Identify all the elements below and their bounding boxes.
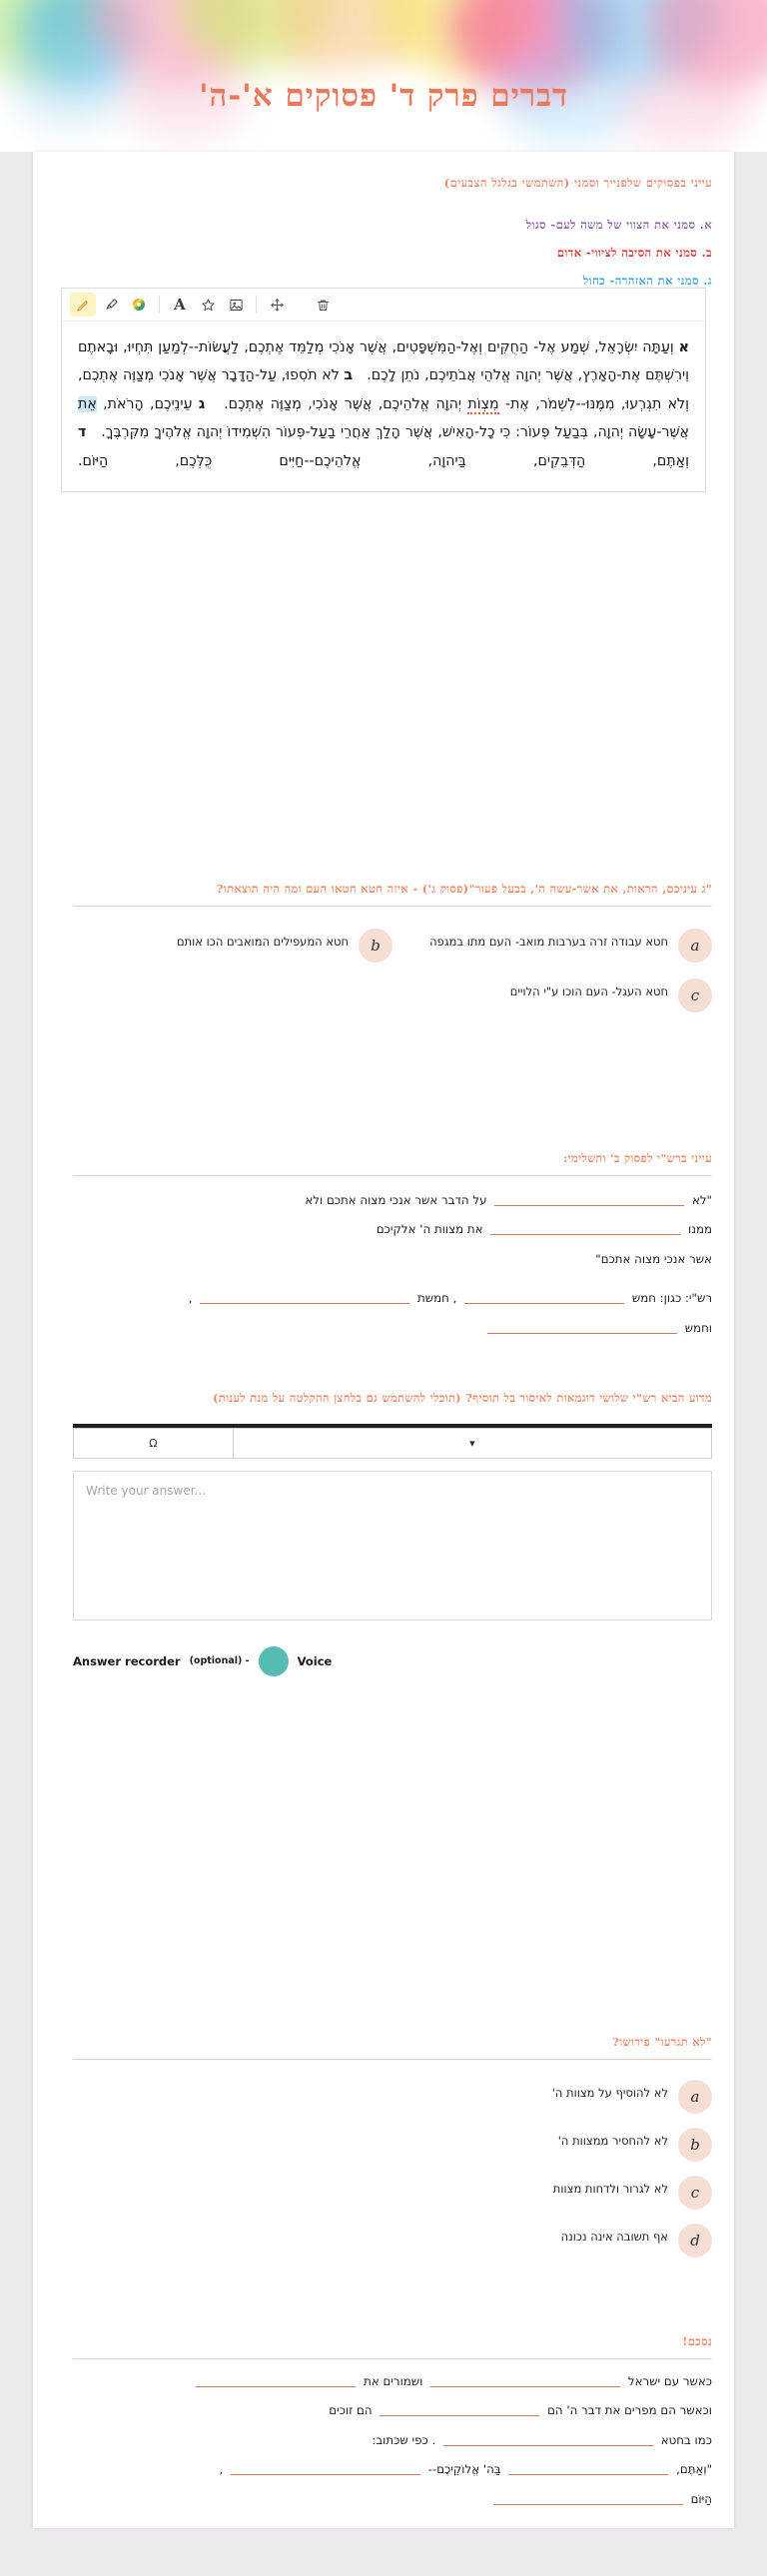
q4-option-b-bullet[interactable]: b — [678, 2128, 712, 2162]
table-row — [74, 1428, 712, 1458]
q2-line-2 — [73, 1215, 712, 1244]
q4-option-b[interactable] — [73, 2128, 712, 2162]
q4-option-c[interactable] — [73, 2176, 712, 2210]
q4-option-b-label: לא להחסיר ממצוות ה' — [557, 2133, 668, 2148]
instruction-item-purple: א. סמני את הצווי של משה לעם- סגול — [525, 218, 712, 232]
q2-line2-post: את מצוות ה' אלקיכם — [376, 1222, 483, 1237]
summary-fill-in — [73, 2367, 712, 2514]
verse-mark-a: א — [678, 339, 689, 355]
summary-block — [73, 2333, 712, 2514]
option-row-1 — [73, 929, 712, 963]
pencil-icon[interactable] — [70, 293, 96, 317]
instructions-lead: עייני בפסוקים שלפנייך וסמני (השתמשי בגלגל הצבעים) — [443, 176, 712, 190]
verse-a-text: וְעַתָּה יִשְׂרָאֵל, שְׁמַע אֶל- הַחֻקִּים וְאֶל-הַמִּשְׁפָּטִים, אֲשֶׁר אָנֹכִי מְלַמֵּד אֶתְכֶם, לַעֲשׂוֹת--לְמַעַן תִּחְיוּ, וּבָאתֶם וִירִשְׁתֶּם אֶת-הָאָרֶץ, אֲשֶׁר יְהוָה אֱלֹהֵי אֲבֹתֵיכֶם, נֹתֵן לָכֶם. — [78, 339, 690, 384]
question-2-divider — [73, 1175, 712, 1176]
q2-line-3: אשר אנכי מצוה אתכם" — [595, 1251, 712, 1266]
option-c-bullet[interactable]: c — [678, 978, 712, 1012]
option-a-label: חטא עבודה זרה בערבות מואב- העם מתו במגפה — [429, 934, 668, 949]
torah-passage-text — [62, 322, 705, 491]
q2-line4-end: , — [188, 1291, 193, 1306]
summary-blank-7[interactable] — [493, 2491, 683, 2505]
summary-l3-mid: . כפי שכתוב: — [372, 2432, 436, 2447]
q2-line4-mid: , חמשת — [417, 1291, 457, 1306]
move-icon[interactable] — [264, 293, 290, 317]
instruction-item-blue: ג. סמני את האזהרה- כחול — [582, 274, 712, 288]
q4-option-c-label: לא לגרור ולדחות מצוות — [552, 2181, 668, 2196]
summary-line-3 — [73, 2426, 712, 2455]
drawing-toolbar[interactable] — [62, 289, 705, 322]
verse-mark-g: ג — [198, 395, 206, 412]
trash-icon[interactable] — [310, 293, 336, 317]
question-1-block — [73, 881, 712, 1028]
recorder-optional-label: (optional) - — [189, 1655, 250, 1667]
question-4-options — [73, 2080, 712, 2257]
annotation-canvas[interactable] — [61, 288, 706, 492]
instructions-block — [73, 176, 712, 288]
brush-icon[interactable] — [98, 293, 124, 317]
question-4-title: "לא תגרעו" פירושו? — [612, 2035, 712, 2049]
toolbar-separator-1 — [159, 296, 160, 314]
summary-l3-pre: כמו בחטא — [660, 2432, 712, 2447]
summary-line-2 — [73, 2396, 712, 2425]
summary-title: נסכם! — [682, 2334, 712, 2348]
q2-line4-pre: רש"י: כגון: חמש — [631, 1291, 712, 1306]
verse-d-text: וְאַתֶּם, הַדְּבֵקִים, בַּיהוָה, אֱלֹהֵיכֶם--חַיִּים כֻּלְּכֶם, הַיּוֹם. — [78, 452, 689, 469]
q4-option-d-label: אף תשובה אינה נכונה — [560, 2229, 668, 2244]
worksheet-page — [33, 152, 734, 2528]
verse-b-text-part1: לֹא תֹסִפוּ, עַל-הַדָּבָר אֲשֶׁר אָנֹכִי מְצַוֶּה אֶתְכֶם, וְלֹא תִגְרְעוּ, מִמֶּנּוּ--לִשְׁמֹר, אֶת- — [78, 367, 690, 412]
option-a-bullet[interactable]: a — [678, 929, 712, 963]
summary-line-1 — [73, 2367, 712, 2396]
option-row-2 — [73, 978, 712, 1012]
page-header-banner — [0, 0, 767, 152]
question-2-fill-in — [73, 1186, 712, 1343]
q2-line2-pre: ממנו — [688, 1222, 712, 1237]
option-a[interactable] — [392, 929, 712, 963]
summary-blank-1[interactable] — [430, 2373, 620, 2387]
verse-b-wavy-word: מִצְוֺת — [467, 395, 499, 412]
summary-divider — [73, 2358, 712, 2359]
option-c[interactable] — [392, 978, 712, 1012]
table-cell-right[interactable]: Ω — [74, 1428, 234, 1458]
q2-line1-pre: "לא — [691, 1192, 712, 1207]
color-wheel-icon[interactable] — [126, 293, 152, 317]
summary-blank-3[interactable] — [380, 2402, 539, 2416]
q2-blank-2[interactable] — [490, 1221, 680, 1235]
table-cell-left[interactable]: ▾ — [233, 1428, 711, 1458]
summary-l4-pre: "וְאַתֶּם, — [676, 2462, 712, 2477]
summary-blank-6[interactable] — [231, 2461, 420, 2475]
summary-l2-mid: הם זוכים — [329, 2403, 373, 2418]
verse-g-text-part1: עֵינֵיכֶם, הָרֹאֹת, — [103, 395, 193, 412]
summary-l4-mid: בַּה' אֱלוֹקֵיכֶם-- — [427, 2462, 501, 2477]
answer-placeholder: Write your answer... — [86, 1483, 206, 1498]
verse-b-text-part2: יְהוָה אֱלֹהֵיכֶם, אֲשֶׁר אָנֹכִי, מְצַוֶּה אֶתְכֶם. — [224, 395, 462, 412]
question-2-title: עייני ברש"י לפסוק ב' והשלימי: — [563, 1151, 712, 1165]
image-icon[interactable] — [223, 293, 249, 317]
q2-blank-1[interactable] — [494, 1192, 684, 1206]
question-3-table-wrapper — [73, 1424, 712, 1459]
question-1-title: "ג עיניכם, הראות, את אשר-עשה ה', בבעל פעור"(פסוק ג') - איזה חטא חטאו העם ומה היה תוצאתו? — [216, 882, 712, 896]
option-c-label: חטא העגל- העם הוכו ע"י הלויים — [509, 983, 668, 998]
q4-option-a-label: לא להוסיף על מצוות ה' — [551, 2085, 668, 2100]
text-icon[interactable]: A — [174, 296, 186, 314]
q4-option-d[interactable] — [73, 2224, 712, 2257]
q2-line-4 — [73, 1284, 712, 1313]
recorder-label: Answer recorder — [73, 1653, 181, 1668]
q4-option-a-bullet[interactable]: a — [678, 2080, 712, 2114]
toolbar-separator-2 — [256, 296, 257, 314]
summary-blank-5[interactable] — [508, 2461, 668, 2475]
instruction-item-red: ב. סמני את הסיבה לציווי- אדום — [556, 246, 712, 260]
question-3-block — [73, 1390, 712, 1676]
star-icon[interactable] — [195, 293, 221, 317]
question-1-divider — [73, 906, 712, 907]
q4-option-d-bullet[interactable]: d — [678, 2224, 712, 2257]
summary-line-5 — [73, 2485, 712, 2514]
q2-blank-5[interactable] — [487, 1320, 677, 1334]
option-b-bullet[interactable]: b — [359, 929, 392, 963]
verse-mark-b: ב — [344, 367, 354, 384]
summary-blank-4[interactable] — [443, 2432, 653, 2446]
option-row-2-spacer — [73, 978, 392, 1012]
question-4-block — [73, 2034, 712, 2257]
q2-line5-label: וחמש — [684, 1320, 712, 1335]
summary-l2-pre: וכאשר הם מפרים את דבר ה' הם — [547, 2403, 712, 2418]
question-3-table[interactable] — [73, 1428, 712, 1459]
page-title: דברים פרק ד' פסוקים א'-ה' — [199, 78, 568, 114]
question-3-answer-textarea[interactable] — [73, 1471, 712, 1620]
question-4-divider — [73, 2059, 712, 2060]
q2-line-1 — [73, 1186, 712, 1215]
recorder-voice-label: Voice — [297, 1653, 333, 1668]
question-3-title: מדוע הביא רש"י שלושי דוגמאות לאיסור בל תוסיף? (תוכלי להשתמש גם בלחצן ההקלטה על מנת לענות) — [213, 1391, 712, 1405]
q2-blank-4[interactable] — [200, 1290, 409, 1304]
summary-l1-pre: כאשר עם ישראל — [627, 2373, 712, 2388]
q2-blank-3[interactable] — [464, 1290, 624, 1304]
summary-line-4 — [73, 2455, 712, 2484]
option-b[interactable] — [73, 929, 392, 963]
verse-g-highlighted-word: אֵת — [78, 395, 97, 412]
q2-line1-post: על הדבר אשר אנכי מצוה אתכם ולא — [305, 1192, 487, 1207]
q4-option-a[interactable] — [73, 2080, 712, 2114]
q4-option-c-bullet[interactable]: c — [678, 2176, 712, 2210]
question-1-options — [73, 929, 712, 1012]
summary-l1-mid: ושמורים את — [364, 2373, 423, 2388]
option-b-label: חטא המעפילים המואבים הכו אותם — [176, 934, 349, 949]
question-2-block — [73, 1150, 712, 1343]
q2-line-5 — [73, 1314, 712, 1343]
verse-g-text-part2: אֲשֶׁר-עָשָׂה יְהוָה, בְּבַעַל פְּעוֹר: כִּי כָל-הָאִישׁ, אֲשֶׁר הָלַךְ אַחֲרֵי בַעַל-פְּעוֹר הִשְׁמִידוֹ יְהוָה אֱלֹהֶיךָ מִקִּרְבֶּךָ. — [101, 424, 689, 441]
answer-recorder[interactable] — [73, 1646, 712, 1676]
summary-l5-label: הַיּוֹם — [690, 2491, 712, 2506]
summary-l4-end: , — [219, 2462, 224, 2477]
verse-mark-d: ד — [78, 424, 87, 441]
summary-blank-2[interactable] — [196, 2373, 356, 2387]
microphone-icon[interactable] — [259, 1646, 289, 1676]
